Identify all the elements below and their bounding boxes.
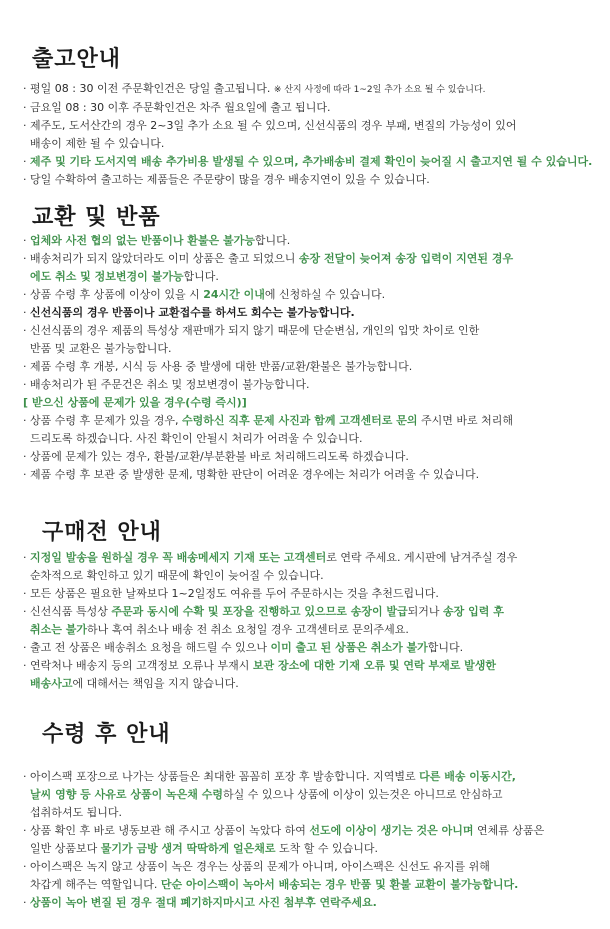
notice-line [30, 358, 605, 376]
notice-line [30, 99, 605, 117]
notice-text: 배송처리가 된 주문건은 취소 및 정보변경이 불가능합니다. [30, 378, 310, 391]
bullet-dot-icon: · [23, 252, 27, 265]
notice-line [30, 153, 605, 171]
highlighted-text: 다른 배송 이동시간, [419, 770, 516, 783]
notice-text: 제주도, 도서산간의 경우 2~3일 추가 소요 될 수 있으며, 신선식품의 경우 부패, 변질의 가능성이 있어 [30, 119, 517, 132]
notice-item [23, 549, 605, 585]
notice-item [23, 304, 605, 322]
notice-line [30, 322, 605, 340]
notice-text: 배송이 제한 될 수 있습니다. [30, 137, 165, 150]
notice-line [30, 585, 605, 603]
notice-line [30, 376, 605, 394]
notice-line [30, 786, 605, 804]
bullet-dot-icon: · [23, 551, 27, 564]
notice-text: 아이스팩 포장으로 나가는 상품들은 최대한 꼼꼼히 포장 후 발송합니다. 지역별로 [30, 770, 420, 783]
highlighted-text: 단순 아이스팩이 녹아서 배송되는 경우 반품 및 환불 교환이 불가능합니다. [160, 878, 519, 891]
notice-item [23, 286, 605, 304]
notice-text: 로 연락 주세요. 게시판에 남겨주실 경우 [326, 551, 518, 564]
notice-item [23, 466, 605, 484]
notice-line [30, 340, 605, 358]
bullet-dot-icon: · [23, 770, 27, 783]
notice-text: 합니다. [183, 270, 219, 283]
highlighted-text: 취소는 불가 [30, 623, 87, 636]
notice-text: 당일 수확하여 출고하는 제품들은 주문량이 많을 경우 배송지연이 있을 수 있습니다. [30, 173, 430, 186]
notice-text: 드리도록 하겠습니다. 사진 확인이 안될시 처리가 어려울 수 있습니다. [30, 432, 363, 445]
notice-text: 하나 혹여 취소나 배송 전 취소 요청일 경우 고객센터로 문의주세요. [86, 623, 409, 636]
notice-line [30, 858, 605, 876]
notice-item [23, 858, 605, 894]
notice-line [30, 430, 605, 448]
notice-line [30, 286, 605, 304]
bullet-dot-icon: · [23, 414, 27, 427]
highlighted-text: 보관 장소에 대한 기재 오류 및 연락 부재로 발생한 [252, 659, 497, 672]
notice-text: 되거나 [407, 605, 444, 618]
notice-item [23, 768, 605, 822]
notice-line [30, 639, 605, 657]
highlighted-text: 24시간 이내 [203, 288, 265, 301]
notice-item [23, 603, 605, 639]
bullet-dot-icon: · [23, 173, 27, 186]
highlighted-text: 업체와 사전 협의 없는 반품이나 환불은 불가능 [30, 234, 255, 247]
notice-line [30, 448, 605, 466]
notice-item [23, 117, 605, 153]
notice-text: 신선식품 특성상 [30, 605, 112, 618]
bullet-dot-icon: · [23, 641, 27, 654]
bullet-dot-icon: · [23, 450, 27, 463]
notice-line [30, 232, 605, 250]
prepurchase-list [23, 549, 605, 693]
notice-text: 상품 수령 후 문제가 있을 경우, [30, 414, 182, 427]
notice-text: 금요일 08 : 30 이후 주문확인건은 차주 월요일에 출고 됩니다. [30, 101, 331, 114]
notice-item [23, 657, 605, 693]
notice-item [23, 639, 605, 657]
notice-text: 순차적으로 확인하고 있기 때문에 확인이 늦어질 수 있습니다. [30, 569, 324, 582]
bullet-dot-icon: · [23, 101, 27, 114]
notice-line [30, 304, 605, 322]
highlighted-text: 날씨 영향 등 사유로 상품이 녹은채 수령 [30, 788, 223, 801]
afterreceipt-title: 수령 후 안내 [42, 722, 171, 747]
notice-item [23, 99, 605, 117]
notice-line [30, 840, 605, 858]
notice-text: 제품 수령 후 보관 중 발생한 문제, 명확한 판단이 어려운 경우에는 처리가 어려울 수 있습니다. [30, 468, 480, 481]
highlighted-text: 제주 및 기타 도서지역 배송 추가비용 발생될 수 있으며, 추가배송비 결제 확인이 늦어질 시 출고지연 될 수 있습니다. [30, 155, 593, 168]
notice-text: 반품 및 교환은 불가능합니다. [30, 342, 172, 355]
notice-item [23, 232, 605, 250]
notice-text: 연락처나 배송지 등의 고객정보 오류나 부재시 [30, 659, 253, 672]
notice-text: 에 신청하실 수 있습니다. [264, 288, 386, 301]
bold-text: 신선식품의 경우 반품이나 교환접수를 하셔도 회수는 불가능합니다. [30, 306, 355, 319]
bullet-dot-icon: · [23, 234, 27, 247]
bullet-dot-icon: · [23, 468, 27, 481]
notice-text: 배송처리가 되지 않았더라도 이미 상품은 출고 되었으니 [30, 252, 299, 265]
exchange-list [23, 232, 605, 484]
notice-text: 출고 전 상품은 배송취소 요청을 해드릴 수 있으나 [30, 641, 271, 654]
bullet-dot-icon: · [23, 896, 27, 909]
notice-line [30, 466, 605, 484]
notice-text: ※ 산지 사정에 따라 1~2일 추가 소요 될 수 있습니다. [273, 85, 486, 95]
notice-text: 차갑게 해주는 역할입니다. [30, 878, 161, 891]
notice-item [23, 822, 605, 858]
notice-line [30, 567, 605, 585]
notice-text: 일반 상품보다 [30, 842, 101, 855]
notice-text: 하실 수 있으나 상품에 이상이 있는것은 아니므로 안심하고 [223, 788, 503, 801]
notice-subheading: [ 받으신 상품에 문제가 있을 경우(수령 즉시)] [23, 396, 247, 409]
bullet-dot-icon: · [23, 659, 27, 672]
notice-line [30, 135, 605, 153]
notice-line [30, 621, 605, 639]
highlighted-text: 배송사고 [30, 677, 73, 690]
notice-text: 상품에 문제가 있는 경우, 환불/교환/부분환불 바로 처리해드리도록 하겠습니다. [30, 450, 409, 463]
notice-text: 합니다. [427, 641, 464, 654]
notice-line [30, 876, 605, 894]
notice-item [23, 358, 605, 376]
notice-text: 합니다. [254, 234, 291, 247]
notice-text: 제품 수령 후 개봉, 시식 등 사용 중 발생에 대한 반품/교환/환불은 불가능합니다. [30, 360, 413, 373]
bullet-dot-icon: · [23, 324, 27, 337]
bullet-dot-icon: · [23, 378, 27, 391]
notice-item [23, 153, 605, 171]
highlighted-text: 상품이 녹아 변질 된 경우 절대 폐기하지마시고 사진 첨부후 연락주세요. [30, 896, 377, 909]
notice-line [30, 675, 605, 693]
highlighted-text: 주문과 동시에 수확 및 포장을 진행하고 있으므로 송장이 발급 [111, 605, 408, 618]
bullet-dot-icon: · [23, 288, 27, 301]
notice-text: 모든 상품은 필요한 날짜보다 1~2일정도 여유를 두어 주문하시는 것을 추천드립니다. [30, 587, 439, 600]
notice-line [30, 117, 605, 135]
shipping-list [23, 80, 605, 189]
bullet-dot-icon: · [23, 824, 27, 837]
notice-text: 주시면 바로 처리해 [417, 414, 513, 427]
notice-line [30, 822, 605, 840]
shipping-title: 출고안내 [32, 47, 122, 72]
notice-item [23, 412, 605, 448]
notice-item [23, 171, 605, 189]
notice-item [23, 894, 605, 912]
notice-line [30, 768, 605, 786]
highlighted-text: 에도 취소 및 정보변경이 불가능 [30, 270, 184, 283]
notice-line [30, 412, 605, 430]
notice-line [30, 549, 605, 567]
notice-text: 상품 수령 후 상품에 이상이 있을 시 [30, 288, 204, 301]
prepurchase-title: 구매전 안내 [42, 520, 162, 545]
bullet-dot-icon: · [23, 587, 27, 600]
notice-line [30, 804, 605, 822]
notice-item [23, 448, 605, 466]
exchange-title: 교환 및 반품 [32, 205, 161, 230]
bullet-dot-icon: · [23, 360, 27, 373]
notice-text: 연체류 상품은 [473, 824, 545, 837]
bullet-dot-icon: · [23, 82, 27, 95]
notice-line [30, 250, 605, 268]
highlighted-text: 물기가 금방 생겨 딱딱하게 얼은채로 [100, 842, 276, 855]
notice-text: 에 대해서는 책임을 지지 않습니다. [72, 677, 239, 690]
highlighted-text: 송장 전달이 늦어져 송장 입력이 지연된 경우 [298, 252, 514, 265]
notice-item [23, 322, 605, 358]
notice-text: 상품 확인 후 바로 냉동보관 해 주시고 상품이 녹았다 하여 [30, 824, 310, 837]
notice-text: 아이스팩은 녹지 않고 상품이 녹은 경우는 상품의 문제가 아니며, 아이스팩은 신선도 유지를 위해 [30, 860, 490, 873]
notice-line [30, 603, 605, 621]
notice-line [30, 80, 605, 99]
highlighted-text: 지정일 발송을 원하실 경우 꼭 배송메세지 기재 또는 고객센터 [30, 551, 327, 564]
notice-item [23, 585, 605, 603]
notice-item [23, 250, 605, 286]
highlighted-text: 선도에 이상이 생기는 것은 아니며 [309, 824, 474, 837]
notice-text: 평일 08 : 30 이전 주문확인건은 당일 출고됩니다. [30, 82, 274, 95]
notice-line [30, 268, 605, 286]
notice-item [23, 80, 605, 99]
highlighted-text: 수령하신 직후 문제 사진과 함께 고객센터로 문의 [182, 414, 418, 427]
notice-text: 도착 할 수 있습니다. [275, 842, 378, 855]
bullet-dot-icon: · [23, 860, 27, 873]
highlighted-text: 이미 출고 된 상품은 취소가 불가 [270, 641, 428, 654]
notice-text: 섭취하셔도 됩니다. [30, 806, 123, 819]
notice-line [30, 894, 605, 912]
notice-line [30, 657, 605, 675]
notice-text: 신선식품의 경우 제품의 특성상 재판매가 되지 않기 때문에 단순변심, 개인의 입맛 차이로 인한 [30, 324, 480, 337]
highlighted-text: 송장 입력 후 [443, 605, 504, 618]
notice-line [30, 171, 605, 189]
bullet-dot-icon: · [23, 119, 27, 132]
notice-item [23, 376, 605, 394]
bullet-dot-icon: · [23, 155, 27, 168]
bullet-dot-icon: · [23, 306, 27, 319]
bullet-dot-icon: · [23, 605, 27, 618]
afterreceipt-list [23, 768, 605, 912]
